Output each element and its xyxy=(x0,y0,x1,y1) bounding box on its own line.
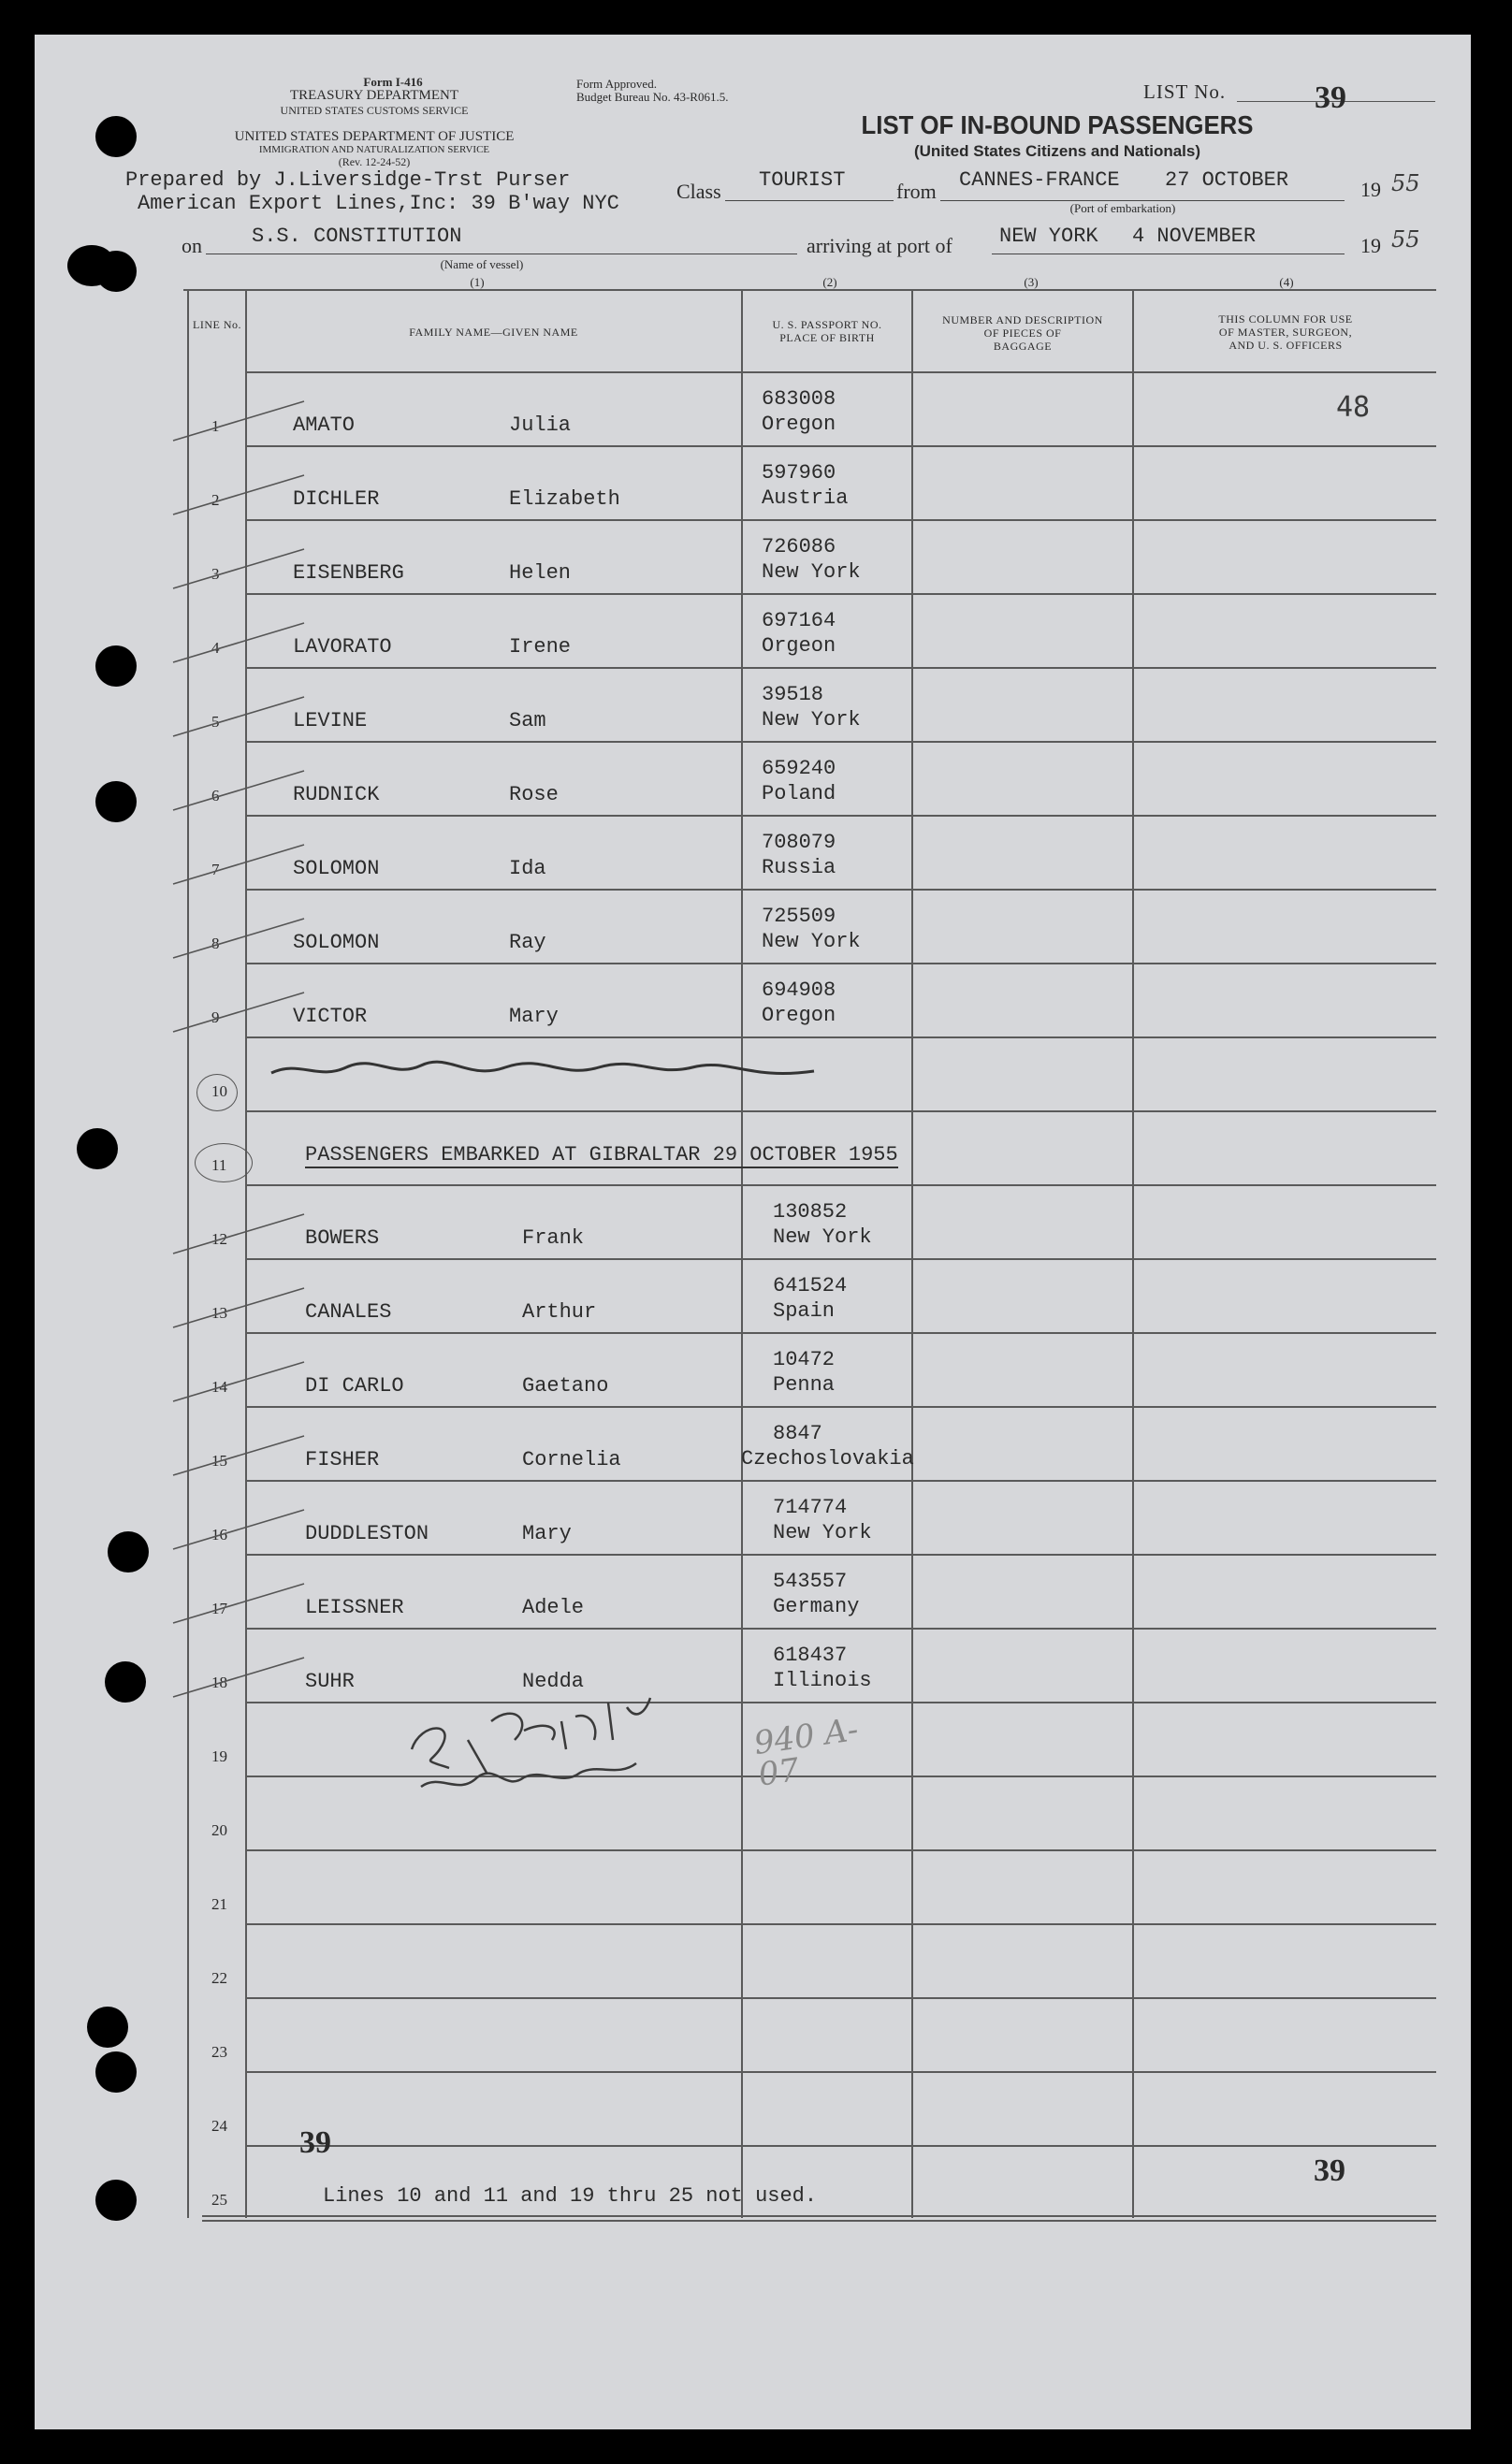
family-name: DICHLER xyxy=(293,487,380,511)
table-row-rule xyxy=(245,815,1436,817)
place-of-birth: New York xyxy=(762,560,861,584)
check-tick-mark xyxy=(164,1355,313,1411)
officer-use-header: OF MASTER, SURGEON, xyxy=(1218,326,1353,339)
place-of-birth: Austria xyxy=(762,486,849,510)
officer-use-header: THIS COLUMN FOR USE xyxy=(1218,312,1353,326)
place-of-birth: Spain xyxy=(773,1299,836,1323)
family-name: SOLOMON xyxy=(293,857,380,880)
table-row-rule xyxy=(245,1923,1436,1925)
arrival-date: 4 NOVEMBER xyxy=(1132,225,1257,248)
place-of-birth: Penna xyxy=(773,1373,836,1397)
company-address: American Export Lines,Inc: 39 B'way NYC xyxy=(138,192,619,215)
punch-hole xyxy=(95,116,137,157)
punch-hole xyxy=(77,1128,118,1169)
check-tick-mark xyxy=(164,1281,313,1337)
line-number: 14 xyxy=(211,1378,227,1396)
table-row-rule xyxy=(245,519,1436,521)
table-row-rule xyxy=(245,445,1436,447)
ins-service: IMMIGRATION AND NATURALIZATION SERVICE xyxy=(258,144,490,155)
table-row-rule xyxy=(245,1628,1436,1630)
line-number: 21 xyxy=(211,1895,227,1913)
given-name: Elizabeth xyxy=(509,487,620,511)
punch-hole xyxy=(105,1661,146,1703)
table-row-rule xyxy=(245,1184,1436,1186)
table-row-rule xyxy=(245,2071,1436,2073)
column-number-3: (3) xyxy=(1024,275,1039,289)
customs-service: UNITED STATES CUSTOMS SERVICE xyxy=(280,104,469,117)
line-number: 9 xyxy=(211,1008,220,1026)
family-name: LEISSNER xyxy=(305,1596,404,1619)
check-tick-mark xyxy=(164,1576,313,1632)
given-name: Adele xyxy=(522,1596,585,1619)
gibraltar-heading: PASSENGERS EMBARKED AT GIBRALTAR 29 OCTOBER 1955 xyxy=(305,1143,898,1167)
table-bottom-border xyxy=(202,2215,1436,2217)
given-name: Ray xyxy=(509,931,546,954)
from-label: from xyxy=(896,180,937,203)
check-tick-mark xyxy=(164,1207,313,1263)
list-number: 39 xyxy=(1315,80,1346,115)
line-number: 6 xyxy=(211,787,220,804)
line-number: 8 xyxy=(211,935,220,952)
table-top-border xyxy=(183,289,1436,291)
line-number: 19 xyxy=(211,1747,227,1765)
line-no-header: LINE No. xyxy=(193,318,241,331)
footer-note: Lines 10 and 11 and 19 thru 25 not used. xyxy=(323,2184,818,2208)
check-tick-mark xyxy=(164,394,313,450)
line-number: 24 xyxy=(211,2117,227,2135)
table-row-rule xyxy=(245,1849,1436,1851)
embarkation-port: CANNES-FRANCE xyxy=(959,168,1120,192)
on-label: on xyxy=(182,234,202,257)
family-name: FISHER xyxy=(305,1448,380,1471)
punch-hole xyxy=(87,2007,128,2048)
passport-number: 659240 xyxy=(762,757,836,780)
table-bottom-border xyxy=(202,2220,1436,2222)
check-tick-mark xyxy=(164,542,313,598)
punch-hole xyxy=(95,781,137,822)
family-name: DI CARLO xyxy=(305,1374,404,1398)
family-name: SOLOMON xyxy=(293,931,380,954)
passport-number: 130852 xyxy=(773,1200,848,1224)
passport-number: 641524 xyxy=(773,1274,848,1297)
class-value: TOURIST xyxy=(759,168,846,192)
check-tick-mark xyxy=(164,985,313,1041)
family-name: LAVORATO xyxy=(293,635,392,659)
line-number: 17 xyxy=(211,1600,227,1617)
line-number: 20 xyxy=(211,1821,227,1839)
family-name: RUDNICK xyxy=(293,783,380,806)
table-row-rule xyxy=(245,1480,1436,1482)
table-row-rule xyxy=(245,667,1436,669)
signature xyxy=(402,1684,702,1824)
line-number: 10 xyxy=(211,1082,227,1100)
passport-number: 725509 xyxy=(762,905,836,928)
place-of-birth: Oregon xyxy=(762,413,836,436)
baggage-header: BAGGAGE xyxy=(993,340,1053,353)
passport-number: 714774 xyxy=(773,1496,848,1519)
class-label: Class xyxy=(676,180,721,203)
passport-number: 694908 xyxy=(762,978,836,1002)
line-number: 2 xyxy=(211,491,220,509)
column-number-2: (2) xyxy=(822,275,837,289)
treasury-dept: TREASURY DEPARTMENT xyxy=(289,88,459,103)
line-number: 3 xyxy=(211,565,220,583)
family-name: BOWERS xyxy=(305,1226,380,1250)
strike-through-scribble xyxy=(262,1052,823,1090)
year-value: 55 xyxy=(1391,170,1420,196)
check-tick-mark xyxy=(164,689,313,746)
place-of-birth: Illinois xyxy=(773,1669,872,1692)
name-header: FAMILY NAME—GIVEN NAME xyxy=(409,326,578,339)
form-number: Form I-416 xyxy=(363,75,423,89)
table-row-rule xyxy=(245,2145,1436,2147)
given-name: Julia xyxy=(509,413,572,437)
table-row-rule xyxy=(245,1258,1436,1260)
table-row-rule xyxy=(245,741,1436,743)
year-prefix: 19 xyxy=(1360,234,1381,257)
line-number: 4 xyxy=(211,639,220,657)
vessel-name: S.S. CONSTITUTION xyxy=(252,225,462,248)
family-name: CANALES xyxy=(305,1300,392,1324)
table-row-rule xyxy=(245,593,1436,595)
form-approved: Form Approved. xyxy=(576,77,657,91)
table-row-rule xyxy=(245,1406,1436,1408)
family-name: EISENBERG xyxy=(293,561,404,585)
place-of-birth: Poland xyxy=(762,782,836,805)
passport-number: 10472 xyxy=(773,1348,836,1371)
line-number: 11 xyxy=(211,1156,227,1174)
officer-use-mark: 48 xyxy=(1336,391,1371,424)
line-number: 1 xyxy=(211,417,220,435)
budget-bureau: Budget Bureau No. 43-R061.5. xyxy=(576,90,729,104)
check-tick-mark xyxy=(164,1428,313,1485)
punch-hole xyxy=(108,1531,149,1573)
place-of-birth: Orgeon xyxy=(762,634,836,658)
passport-number: 597960 xyxy=(762,461,836,485)
table-column-rule xyxy=(1132,289,1134,2218)
check-tick-mark xyxy=(164,763,313,819)
given-name: Sam xyxy=(509,709,546,732)
line-number: 22 xyxy=(211,1969,227,1987)
list-no-label: LIST No. xyxy=(1143,80,1227,103)
table-row-rule xyxy=(245,1110,1436,1112)
list-number-stamp: 39 xyxy=(299,2125,331,2160)
punch-hole xyxy=(95,645,137,687)
punch-hole xyxy=(95,251,137,292)
line-number: 12 xyxy=(211,1230,227,1248)
justice-dept: UNITED STATES DEPARTMENT OF JUSTICE xyxy=(234,129,515,144)
year-prefix: 19 xyxy=(1360,178,1381,201)
passport-number: 708079 xyxy=(762,831,836,854)
baggage-header: NUMBER AND DESCRIPTION xyxy=(942,313,1103,326)
check-tick-mark xyxy=(164,468,313,524)
table-row-rule xyxy=(245,889,1436,891)
given-name: Irene xyxy=(509,635,572,659)
family-name: AMATO xyxy=(293,413,356,437)
check-tick-mark xyxy=(164,911,313,967)
line-number: 5 xyxy=(211,713,220,731)
given-name: Mary xyxy=(509,1005,559,1028)
table-row-rule xyxy=(245,1036,1436,1038)
signature-text: R A Smith xyxy=(543,1712,548,1713)
class-underline xyxy=(725,200,894,201)
page-title: LIST OF IN-BOUND PASSENGERS xyxy=(861,110,1254,139)
punch-hole xyxy=(95,2180,137,2221)
family-name: DUDDLESTON xyxy=(305,1522,429,1545)
passport-number: 697164 xyxy=(762,609,836,632)
port-embarkation-label: (Port of embarkation) xyxy=(1069,201,1176,215)
place-of-birth: New York xyxy=(773,1225,872,1249)
given-name: Gaetano xyxy=(522,1374,609,1398)
family-name: SUHR xyxy=(305,1670,355,1693)
revision-date: (Rev. 12-24-52) xyxy=(338,155,411,168)
table-column-rule xyxy=(741,289,743,2218)
line-circle xyxy=(195,1143,253,1182)
passport-header: U. S. PASSPORT NO. xyxy=(772,318,882,331)
passport-number: 726086 xyxy=(762,535,836,558)
table-row-rule xyxy=(245,371,1436,373)
line-number: 16 xyxy=(211,1526,227,1544)
handwritten-annotation: 940 A-07 xyxy=(751,1710,861,1794)
given-name: Frank xyxy=(522,1226,585,1250)
check-tick-mark xyxy=(164,1502,313,1558)
table-row-rule xyxy=(245,1997,1436,1999)
check-tick-mark xyxy=(164,616,313,672)
table-column-rule xyxy=(911,289,913,2218)
place-of-birth: Oregon xyxy=(762,1004,836,1027)
officer-use-header: AND U. S. OFFICERS xyxy=(1228,339,1343,352)
embarkation-date: 27 OCTOBER xyxy=(1165,168,1289,192)
column-number-4: (4) xyxy=(1279,275,1294,289)
passport-number: 618437 xyxy=(773,1644,848,1667)
line-number: 13 xyxy=(211,1304,227,1322)
family-name: LEVINE xyxy=(293,709,368,732)
place-of-birth: Czechoslovakia xyxy=(741,1447,914,1471)
table-row-rule xyxy=(245,1332,1436,1334)
given-name: Helen xyxy=(509,561,572,585)
table-row-rule xyxy=(245,963,1436,964)
given-name: Mary xyxy=(522,1522,572,1545)
table-row-rule xyxy=(245,1554,1436,1556)
given-name: Rose xyxy=(509,783,559,806)
place-of-birth: New York xyxy=(762,930,861,953)
line-circle xyxy=(196,1074,238,1111)
check-tick-mark xyxy=(164,837,313,893)
place-of-birth: Russia xyxy=(762,856,836,879)
check-tick-mark xyxy=(164,1650,313,1706)
page-subtitle: (United States Citizens and Nationals) xyxy=(913,142,1201,160)
line-number: 23 xyxy=(211,2043,227,2061)
given-name: Arthur xyxy=(522,1300,597,1324)
given-name: Ida xyxy=(509,857,546,880)
place-of-birth: New York xyxy=(773,1521,872,1544)
punch-hole xyxy=(95,2051,137,2093)
line-number: 15 xyxy=(211,1452,227,1470)
vessel-label: (Name of vessel) xyxy=(440,257,524,271)
line-number: 7 xyxy=(211,861,220,878)
given-name: Cornelia xyxy=(522,1448,621,1471)
place-of-birth: New York xyxy=(762,708,861,732)
given-name: Nedda xyxy=(522,1670,585,1693)
birthplace-header: PLACE OF BIRTH xyxy=(779,331,875,344)
prepared-by: Prepared by J.Liversidge-Trst Purser xyxy=(125,168,571,192)
column-number-1: (1) xyxy=(470,275,485,289)
passport-number: 543557 xyxy=(773,1570,848,1593)
line-number: 18 xyxy=(211,1674,227,1691)
arriving-label: arriving at port of xyxy=(807,234,952,257)
list-number-stamp: 39 xyxy=(1314,2153,1345,2188)
passport-number: 39518 xyxy=(762,683,824,706)
passport-number: 8847 xyxy=(773,1422,822,1445)
year-value: 55 xyxy=(1391,226,1420,253)
family-name: VICTOR xyxy=(293,1005,368,1028)
passport-number: 683008 xyxy=(762,387,836,411)
line-number: 25 xyxy=(211,2191,227,2209)
place-of-birth: Germany xyxy=(773,1595,860,1618)
arrival-port: NEW YORK xyxy=(999,225,1098,248)
baggage-header: OF PIECES OF xyxy=(983,326,1062,340)
